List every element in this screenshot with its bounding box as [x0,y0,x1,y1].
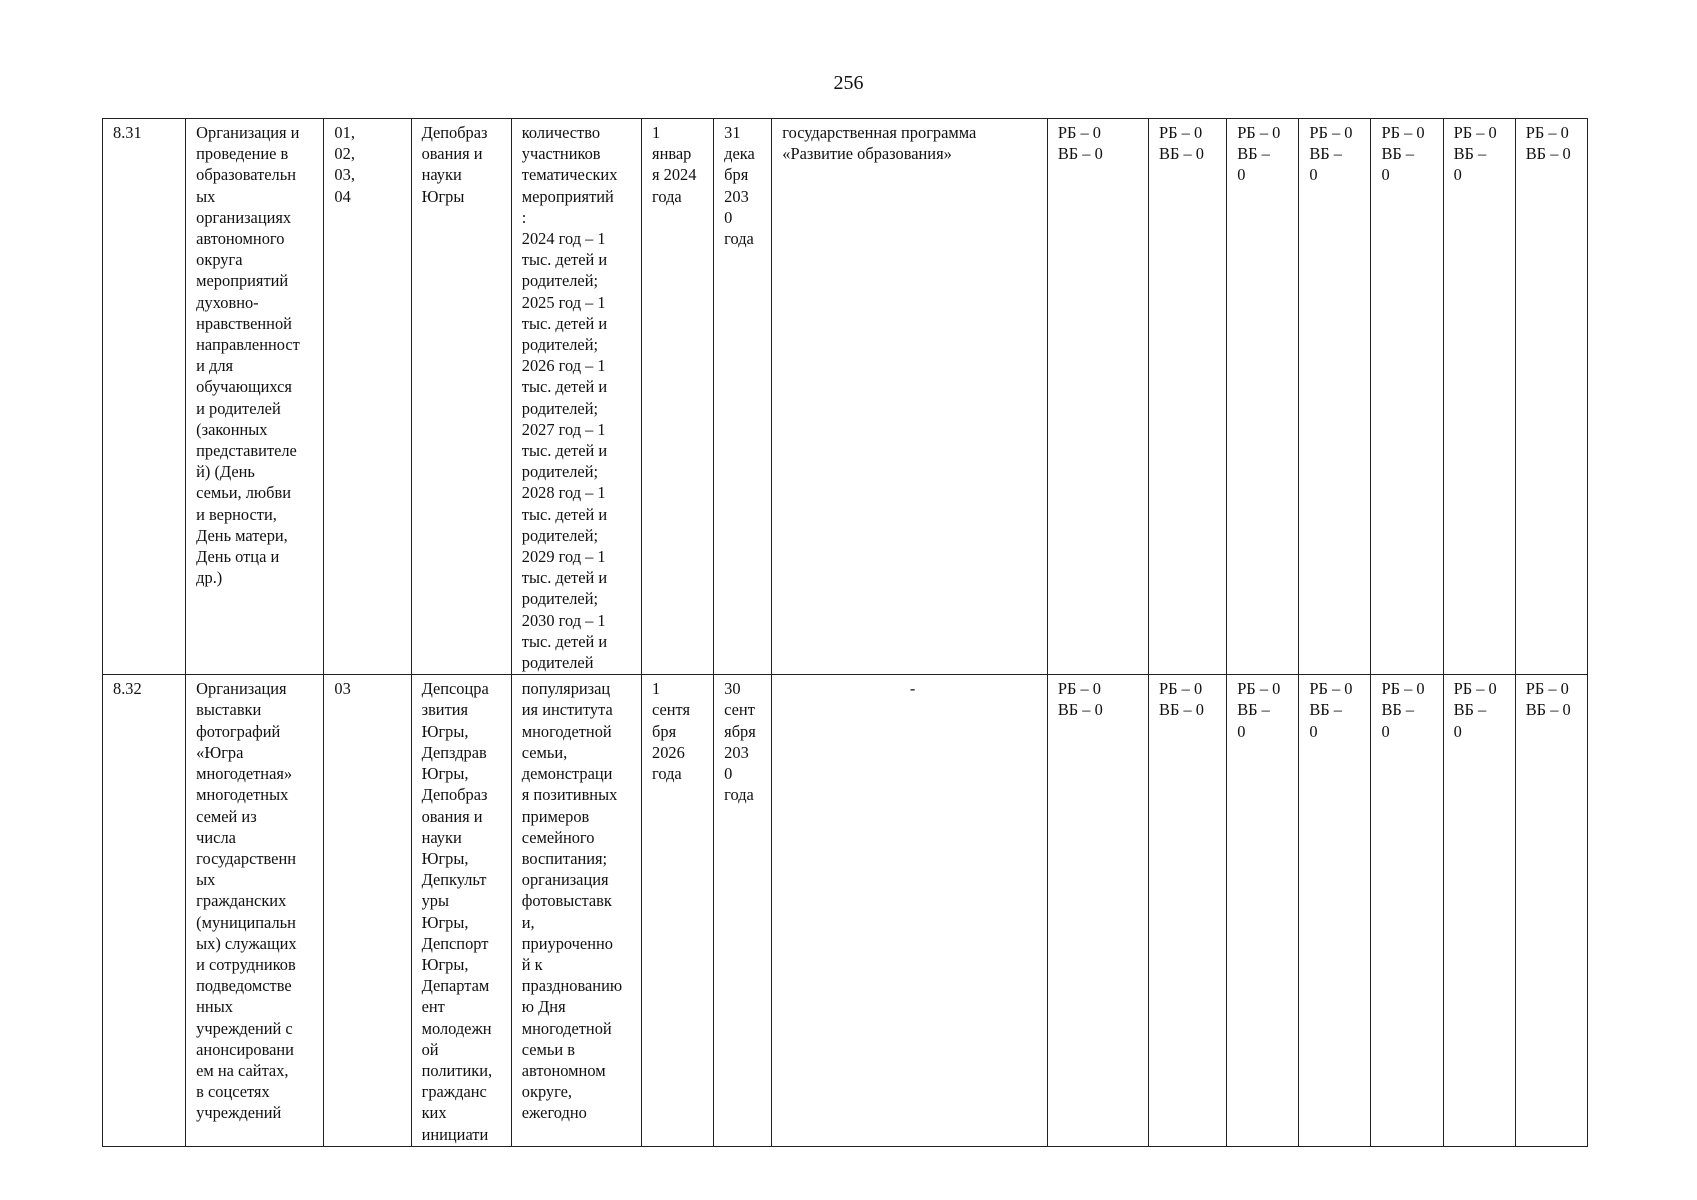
cell-line: январ [652,144,692,164]
end-date-cell [714,675,772,1146]
cell-line: 2026 [652,742,685,762]
cell-line: и для [196,356,234,376]
cell-line: бря [652,721,677,741]
cell-line: округа [196,250,243,270]
cell-line: автономном [521,1060,606,1080]
cell-line: Югры, [421,954,469,974]
cell-line: ября [724,721,756,741]
cell-line: 30 [724,679,741,699]
cell-line: Депспорт [421,933,489,953]
cell-line: 0 [724,764,733,784]
cell-line: ежегодно [521,1103,587,1123]
cell-line: 2025 год – 1 [521,292,606,312]
cell-line: года [724,785,754,805]
cell-line: РБ – 0 [1453,679,1497,699]
row-number-cell: 8.32 [103,675,186,1146]
cell-line: проведение в [196,144,289,164]
cell-line: представителе [196,441,297,461]
cell-line: и родителей [196,398,281,418]
cell-line: Департам [421,976,490,996]
cell-line: воспитания; [521,848,608,868]
program-cell [772,119,1048,675]
program-cell [772,675,1048,1146]
cell-line: 03, [334,165,355,185]
cell-line: й) (День [196,462,255,482]
cell-line: ВБ – [1309,144,1342,164]
cell-line: День отца и [196,547,280,567]
cell-line: семейного [521,827,595,847]
cell-line: Югры [421,186,465,206]
cell-line: 2024 год – 1 [521,229,606,249]
cell-line: тыс. детей и [521,441,608,461]
cell-line: ования и [421,144,483,164]
cell-line: семьи в [521,1039,575,1059]
cell-line: бря [724,165,749,185]
cell-line: духовно- [196,292,259,312]
cell-line: мероприятий [521,186,614,206]
cell-line: Югры, [421,912,469,932]
cell-line: тыс. детей и [521,631,608,651]
cell-line: 0 [1453,165,1462,185]
cell-line: многодетных [196,785,289,805]
cell-line: учреждений с [196,1018,293,1038]
cell-line: направленност [196,335,300,355]
cell-line: 0 [1309,721,1318,741]
task-codes-cell [324,119,411,675]
cell-line: семей из [196,806,257,826]
cell-line: РБ – 0 [1309,679,1353,699]
cell-line: учреждений [196,1103,282,1123]
cell-line: ВБ – [1381,144,1415,164]
cell-line: ем на сайтах, [196,1060,289,1080]
funding-cell [1371,675,1443,1146]
cell-line: нных [196,997,233,1017]
cell-line: РБ – 0 [1381,123,1425,142]
cell-line: участников [521,144,601,164]
executors-cell [411,675,511,1146]
cell-line: ой [421,1039,439,1059]
cell-line: родителей; [521,335,599,355]
cell-line: Организация и [196,123,300,142]
cell-line: ВБ – [1453,700,1487,720]
cell-line: 203 [724,742,749,762]
cell-line: РБ – 0 [1453,123,1497,142]
cell-line: ВБ – [1237,144,1270,164]
cell-line: 0 [1381,165,1390,185]
cell-line: государственная программа [782,123,977,142]
table-row [103,675,1588,1146]
cell-line: 03 [334,679,351,699]
cell-line: 2029 год – 1 [521,547,606,567]
cell-line: ВБ – 0 [1057,700,1103,720]
cell-line: 2027 год – 1 [521,419,606,439]
cell-line: ВБ – [1381,700,1415,720]
cell-line: гражданских [196,891,287,911]
cell-line: образовательн [196,165,296,185]
row-number-cell: 8.31 [103,119,186,675]
cell-line: демонстраци [521,764,613,784]
funding-cell [1047,119,1148,675]
executors-cell [411,119,511,675]
cell-line: автономного [196,229,285,249]
cell-line: родителей; [521,271,599,291]
cell-line: ых [196,186,216,206]
cell-line: округе, [521,1082,572,1102]
funding-cell [1443,675,1515,1146]
funding-cell [1443,119,1515,675]
cell-line: молодежн [421,1018,492,1038]
cell-line: Организация [196,679,287,699]
funding-cell [1515,675,1587,1146]
cell-line: ых) служащих [196,933,297,953]
cell-line: ВБ – 0 [1159,700,1204,720]
cell-line: подведомстве [196,976,292,996]
cell-line: Депсоцра [421,679,489,699]
cell-line: - [909,679,916,699]
cell-line: Югры, [421,721,469,741]
cell-line: 1 [652,679,661,699]
cell-line: и, [521,912,535,932]
cell-line: числа [196,827,236,847]
task-codes-cell [324,675,411,1146]
cell-line: популяризац [521,679,611,699]
cell-line: РБ – 0 [1237,679,1281,699]
cell-line: РБ – 0 [1057,679,1101,699]
cell-line: количество [521,123,601,142]
end-date-cell [714,119,772,675]
cell-line: празднованию [521,976,623,996]
cell-line: 2030 год – 1 [521,610,606,630]
cell-line: 0 [1381,721,1390,741]
cell-line: : [521,207,527,227]
cell-line: приуроченно [521,933,613,953]
cell-line: родителей; [521,525,599,545]
cell-line: родителей; [521,589,599,609]
cell-line: 2026 год – 1 [521,356,606,376]
cell-line: Югры, [421,764,469,784]
cell-line: 01, [334,123,355,142]
table-row [103,119,1588,675]
cell-line: тыс. детей и [521,504,608,524]
cell-line: многодетной [521,721,612,741]
cell-line: организация [521,870,609,890]
cell-line: РБ – 0 [1159,123,1203,142]
cell-line: ВБ – 0 [1525,144,1571,164]
cell-line: 0 [1237,165,1246,185]
cell-line: сентя [652,700,691,720]
cell-line: сент [724,700,755,720]
cell-line: и сотрудников [196,954,296,974]
start-date-cell [642,675,714,1146]
funding-cell [1299,675,1371,1146]
cell-line: инициати [421,1124,489,1144]
measure-title-cell [186,675,324,1146]
cell-line: ия института [521,700,613,720]
cell-line: родителей; [521,398,599,418]
cell-line: Депздрав [421,742,487,762]
cell-line: Депобраз [421,123,488,142]
cell-line: тыс. детей и [521,377,608,397]
measures-table [102,118,1588,1147]
cell-line: 0 [1453,721,1462,741]
cell-line: День матери, [196,525,288,545]
cell-line: РБ – 0 [1159,679,1203,699]
cell-line: мероприятий [196,271,289,291]
cell-line: организациях [196,207,292,227]
cell-line: 203 [724,186,749,206]
funding-cell [1149,119,1227,675]
funding-cell [1299,119,1371,675]
funding-cell [1149,675,1227,1146]
cell-line: гражданс [421,1082,487,1102]
cell-line: РБ – 0 [1381,679,1425,699]
cell-line: 0 [1237,721,1246,741]
cell-line: 04 [334,186,351,206]
cell-line: (законных [196,419,268,439]
cell-line: тыс. детей и [521,313,608,333]
cell-line: уры [421,891,449,911]
start-date-cell [642,119,714,675]
cell-line: ких [421,1103,447,1123]
cell-line: РБ – 0 [1237,123,1281,142]
funding-cell [1227,675,1299,1146]
cell-line: тыс. детей и [521,568,608,588]
cell-line: тематических [521,165,618,185]
cell-line: Депкульт [421,870,487,890]
indicators-cell [511,119,641,675]
cell-line: родителей; [521,462,599,482]
cell-line: выставки [196,700,262,720]
cell-line: 2028 год – 1 [521,483,606,503]
cell-line: ых [196,870,216,890]
cell-line: РБ – 0 [1525,123,1569,142]
cell-line: 0 [1309,165,1318,185]
cell-line: ент [421,997,445,1017]
cell-line: года [652,764,682,784]
funding-cell [1047,675,1148,1146]
cell-line: РБ – 0 [1057,123,1101,142]
cell-line: «Югра [196,742,244,762]
cell-line: многодетной [521,1018,612,1038]
cell-line: 1 [652,123,661,142]
cell-line: ВБ – 0 [1057,144,1103,164]
cell-line: года [652,186,682,206]
cell-line: «Развитие образования» [782,144,952,164]
cell-line: политики, [421,1060,493,1080]
cell-line: родителей [521,653,594,673]
cell-line: я 2024 [652,165,697,185]
cell-line: года [724,229,754,249]
cell-line: ВБ – 0 [1525,700,1571,720]
cell-line: ВБ – [1453,144,1487,164]
cell-line: РБ – 0 [1525,679,1569,699]
cell-line: обучающихся [196,377,292,397]
cell-line: ю Дня [521,997,566,1017]
cell-line: ВБ – [1237,700,1270,720]
cell-line: РБ – 0 [1309,123,1353,142]
cell-line: анонсировани [196,1039,294,1059]
funding-cell [1515,119,1587,675]
cell-line: 0 [724,207,733,227]
cell-line: Югры, [421,848,469,868]
cell-line: ования и [421,806,483,826]
cell-line: дека [724,144,755,164]
cell-line: семьи, [521,742,568,762]
cell-line: звития [421,700,469,720]
cell-line: фотовыставк [521,891,612,911]
cell-line: нравственной [196,313,292,333]
page-number: 256 [833,72,864,94]
cell-line: я позитивных [521,785,618,805]
cell-line: науки [421,827,462,847]
cell-line: ВБ – [1309,700,1342,720]
cell-line: семьи, любви [196,483,291,503]
cell-line: многодетная» [196,764,293,784]
cell-line: ВБ – 0 [1159,144,1204,164]
cell-line: (муниципальн [196,912,296,932]
cell-line: й к [521,954,543,974]
cell-line: фотографий [196,721,281,741]
indicators-cell [511,675,641,1146]
cell-line: примеров [521,806,590,826]
cell-line: в соцсетях [196,1082,270,1102]
cell-line: Депобраз [421,785,488,805]
cell-line: государственн [196,848,297,868]
measure-title-cell [186,119,324,675]
cell-line: науки [421,165,462,185]
funding-cell [1227,119,1299,675]
funding-cell [1371,119,1443,675]
cell-line: др.) [196,568,223,588]
cell-line: 31 [724,123,741,142]
cell-line: тыс. детей и [521,250,608,270]
cell-line: 02, [334,144,355,164]
cell-line: и верности, [196,504,277,524]
